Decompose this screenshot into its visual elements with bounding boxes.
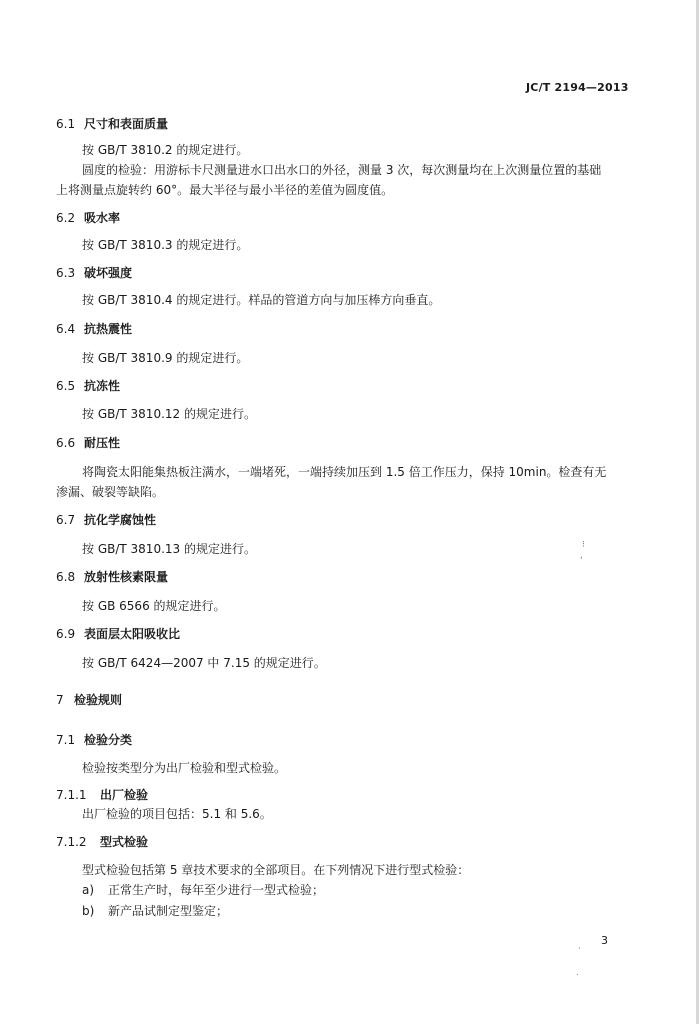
section-title: 耐压性 (84, 436, 121, 450)
page-number: 3 (601, 934, 608, 947)
section-6-8-heading (56, 568, 168, 585)
section-number: 7.1.1 (56, 788, 87, 802)
section-7-1-2-heading (56, 833, 148, 850)
section-6-3-heading (56, 264, 132, 281)
section-6-4-heading (56, 320, 132, 337)
section-title: 表面层太阳吸收比 (84, 627, 181, 641)
paragraph: 按 GB/T 3810.12 的规定进行。 (82, 407, 256, 421)
section-title: 检验规则 (74, 693, 123, 707)
section-6-6-heading (56, 434, 120, 451)
section-title: 吸水率 (84, 211, 121, 225)
section-number: 6.7 (56, 513, 76, 527)
paragraph: 圆度的检验：用游标卡尺测量进水口出水口的外径，测量 3 次，每次测量均在上次测量位置的基础 (82, 163, 602, 177)
section-title: 抗冻性 (84, 379, 121, 393)
section-title: 出厂检验 (100, 788, 149, 802)
section-number: 7.1 (56, 733, 76, 747)
scan-speck: ⁝ (582, 540, 585, 550)
section-title: 尺寸和表面质量 (84, 117, 169, 131)
section-number: 7 (56, 693, 64, 707)
paragraph: 按 GB/T 3810.13 的规定进行。 (82, 542, 256, 556)
section-7-1-1-heading (56, 786, 148, 803)
paragraph: 上将测量点旋转约 60°。最大半径与最小半径的差值为圆度值。 (56, 183, 394, 197)
section-6-1-heading (56, 115, 168, 132)
scan-speck: ' (580, 556, 583, 566)
section-number: 6.9 (56, 627, 76, 641)
section-title: 抗热震性 (84, 322, 133, 336)
section-number: 6.5 (56, 379, 76, 393)
paragraph: 按 GB/T 3810.4 的规定进行。样品的管道方向与加压棒方向垂直。 (82, 293, 441, 307)
section-title: 放射性核素限量 (84, 570, 169, 584)
paragraph: 按 GB/T 3810.9 的规定进行。 (82, 351, 249, 365)
section-title: 检验分类 (84, 733, 133, 747)
section-6-2-heading (56, 209, 120, 226)
list-item (82, 881, 324, 898)
paragraph: 按 GB/T 3810.3 的规定进行。 (82, 238, 249, 252)
paragraph: 按 GB/T 3810.2 的规定进行。 (82, 143, 249, 157)
list-marker: b) (82, 904, 95, 918)
paragraph: 检验按类型分为出厂检验和型式检验。 (82, 761, 287, 775)
list-item (82, 902, 228, 919)
section-number: 6.2 (56, 211, 76, 225)
section-number: 7.1.2 (56, 835, 87, 849)
section-number: 6.8 (56, 570, 76, 584)
section-number: 6.1 (56, 117, 76, 131)
section-6-7-heading (56, 511, 156, 528)
list-marker: a) (82, 883, 95, 897)
paragraph: 按 GB 6566 的规定进行。 (82, 599, 226, 613)
section-number: 6.3 (56, 266, 76, 280)
list-item-text: 正常生产时，每年至少进行一型式检验； (108, 883, 325, 897)
paragraph: 出厂检验的项目包括：5.1 和 5.6。 (82, 807, 272, 821)
section-6-5-heading (56, 377, 120, 394)
section-number: 6.4 (56, 322, 76, 336)
standard-code: JC/T 2194—2013 (526, 81, 629, 94)
paragraph: 渗漏、破裂等缺陷。 (56, 485, 165, 499)
paragraph: 将陶瓷太阳能集热板注满水，一端堵死，一端持续加压到 1.5 倍工作压力，保持 10min。检查有无 (82, 465, 607, 479)
list-item-text: 新产品试制定型鉴定； (108, 904, 229, 918)
paragraph: 按 GB/T 6424—2007 中 7.15 的规定进行。 (82, 656, 326, 670)
section-6-9-heading (56, 625, 180, 642)
scan-speck: · (578, 944, 581, 954)
paragraph: 型式检验包括第 5 章技术要求的全部项目。在下列情况下进行型式检验： (82, 863, 470, 877)
scan-speck: . (576, 968, 579, 978)
section-title: 抗化学腐蚀性 (84, 513, 157, 527)
section-title: 型式检验 (100, 835, 149, 849)
section-7-1-heading (56, 731, 132, 748)
section-title: 破坏强度 (84, 266, 133, 280)
section-number: 6.6 (56, 436, 76, 450)
chapter-7-heading (56, 691, 122, 708)
